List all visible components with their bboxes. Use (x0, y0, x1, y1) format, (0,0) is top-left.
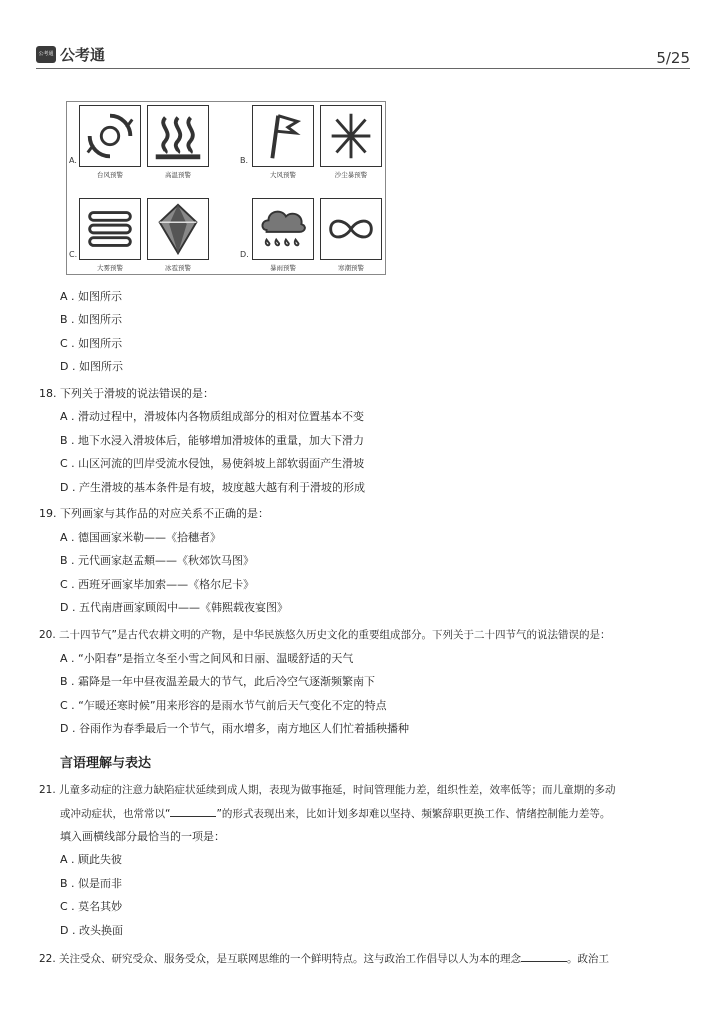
strong-wind-icon (252, 105, 314, 167)
panel-letter-a: A. (69, 156, 77, 165)
q21-option-a[interactable]: A . 顾此失彼 (60, 853, 123, 866)
page-number: 5/25 (656, 49, 690, 67)
q19-option-d[interactable]: D . 五代南唐画家顾闳中——《韩熙载夜宴图》 (60, 601, 288, 614)
q18-option-b[interactable]: B . 地下水浸入滑坡体后，能够增加滑坡体的重量，加大下滑力 (60, 434, 365, 447)
q21-option-d[interactable]: D . 改头换面 (60, 924, 123, 937)
section-heading: 言语理解与表达 (60, 756, 152, 771)
q20-option-a[interactable]: A . “小阳春”是指立冬至小雪之间风和日丽、温暖舒适的天气 (60, 652, 354, 665)
q17-option-c[interactable]: C . 如图所示 (60, 337, 123, 350)
q20-option-b[interactable]: B . 霜降是一年中昼夜温差最大的节气，此后冷空气逐渐频繁南下 (60, 675, 376, 688)
q20-stem: 20. 二十四节气”是古代农耕文明的产物，是中华民族悠久历史文化的重要组成部分。下列关于二十四节气的说法错误的是： (39, 629, 611, 641)
page-header (36, 44, 690, 70)
q17-option-b[interactable]: B . 如图所示 (60, 313, 123, 326)
caption-heavy-fog: 大雾预警 (97, 264, 123, 272)
q20-option-c[interactable]: C . “乍暖还寒时候”用来形容的是雨水节气前后天气变化不定的特点 (60, 699, 387, 712)
sandstorm-icon (320, 105, 382, 167)
q22-stem-b: 。政治工 (567, 953, 610, 965)
panel-letter-b: B. (240, 156, 249, 165)
q21-blank (170, 806, 216, 817)
header-divider (36, 68, 690, 69)
cold-wave-icon (320, 198, 382, 260)
typhoon-icon (79, 105, 141, 167)
q21-stem-line2-b: ”的形式表现出来，比如计划多却难以坚持、频繁辞职更换工作、情绪控制能力差等。 (216, 808, 611, 820)
q19-stem: 19. 下列画家与其作品的对应关系不正确的是： (39, 507, 269, 520)
q22-stem-a: 22. 关注受众、研究受众、服务受众，是互联网思维的一个鲜明特点。这与政治工作倡导以人为本的理念 (39, 953, 522, 965)
caption-sandstorm: 沙尘暴预警 (334, 171, 368, 179)
hail-icon (147, 198, 209, 260)
q20-option-d[interactable]: D . 谷雨作为春季最后一个节气，雨水增多，南方地区人们忙着插秧播种 (60, 722, 409, 735)
panel-letter-d: D. (240, 250, 249, 259)
q21-stem-line1: 21. 儿童多动症的注意力缺陷症状延续到成人期，表现为做事拖延，时间管理能力差，组织性差，效率低等；而儿童期的多动 (39, 784, 616, 796)
brand-name: 公考通 (60, 46, 106, 64)
logo-icon: 公考通 (36, 46, 56, 63)
q22-stem (39, 951, 609, 966)
q19-option-c[interactable]: C . 西班牙画家毕加索——《格尔尼卡》 (60, 578, 255, 591)
q21-option-c[interactable]: C . 莫名其妙 (60, 900, 123, 913)
caption-rainstorm: 暴雨预警 (270, 264, 296, 272)
caption-typhoon: 台风预警 (97, 171, 123, 179)
panel-letter-c: C. (69, 250, 78, 259)
q18-option-d[interactable]: D . 产生滑坡的基本条件是有坡，坡度越大越有利于滑坡的形成 (60, 481, 365, 494)
q18-option-a[interactable]: A . 滑动过程中，滑坡体内各物质组成部分的相对位置基本不变 (60, 410, 365, 423)
high-temperature-icon (147, 105, 209, 167)
q21-stem-line2 (60, 806, 610, 821)
warning-signs-figure (66, 101, 386, 275)
rainstorm-icon (252, 198, 314, 260)
q21-stem-line3: 填入画横线部分最恰当的一项是： (60, 830, 225, 843)
caption-high-temp: 高温预警 (165, 171, 191, 179)
caption-strong-wind: 大风预警 (270, 171, 296, 179)
q18-option-c[interactable]: C . 山区河流的凹岸受流水侵蚀，易使斜坡上部软弱面产生滑坡 (60, 457, 365, 470)
q21-option-b[interactable]: B . 似是而非 (60, 877, 123, 890)
heavy-fog-icon (79, 198, 141, 260)
q19-option-a[interactable]: A . 德国画家米勒——《拾穗者》 (60, 531, 222, 544)
q17-option-d[interactable]: D . 如图所示 (60, 360, 123, 373)
q17-option-a[interactable]: A . 如图所示 (60, 290, 123, 303)
caption-hail: 冰雹预警 (165, 264, 191, 272)
q21-stem-line2-a: 或冲动症状，也常常以“ (60, 808, 171, 820)
q19-option-b[interactable]: B . 元代画家赵孟頫——《秋郊饮马图》 (60, 554, 255, 567)
caption-cold-wave: 寒潮预警 (338, 264, 364, 272)
q22-blank (521, 951, 567, 962)
q18-stem: 18. 下列关于滑坡的说法错误的是： (39, 387, 214, 400)
